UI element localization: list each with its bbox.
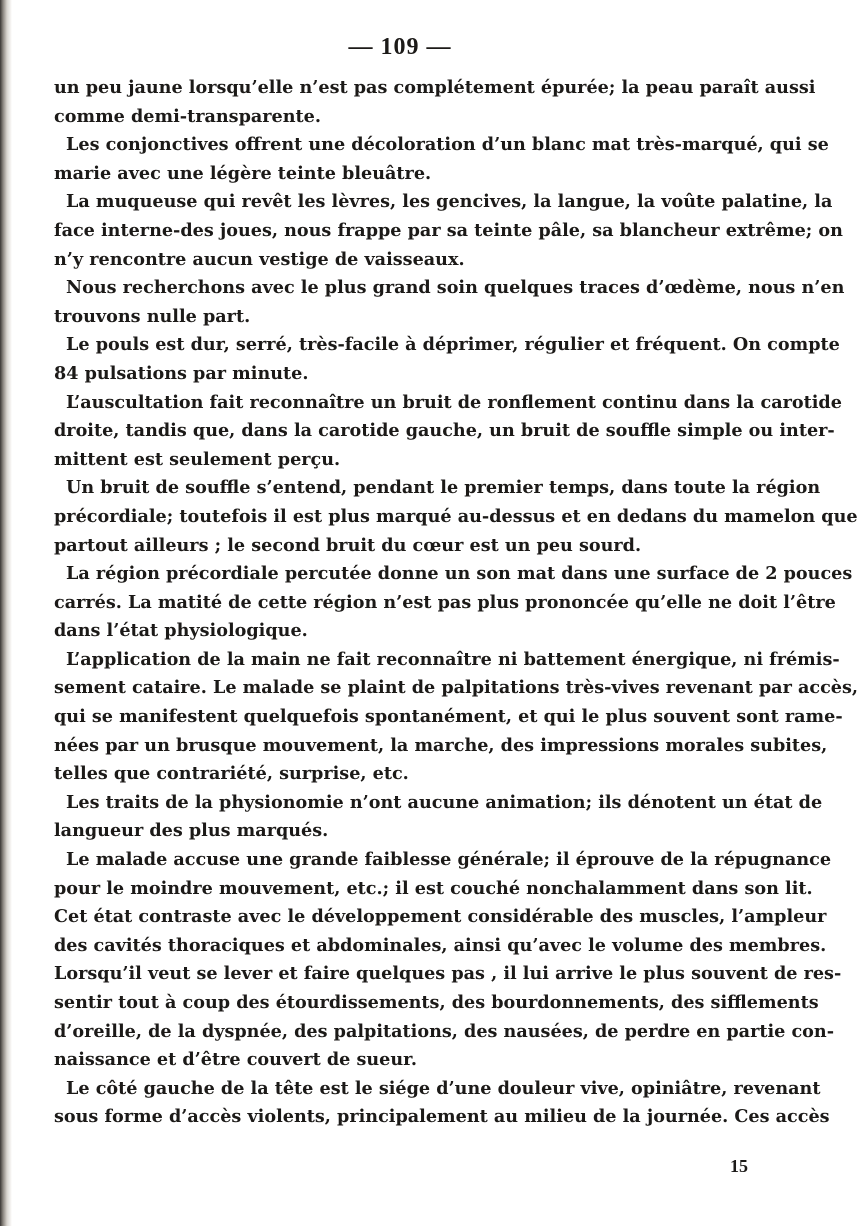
text-line: des cavités thoraciques et abdominales, ainsi qu’avec le volume des membres. (54, 934, 827, 956)
text-line: Un bruit de souffle s’entend, pendant le premier temps, dans toute la région (66, 477, 821, 499)
text-line: L’auscultation fait reconnaître un bruit de ronflement continu dans la carotide (66, 391, 842, 413)
text-line: trouvons nulle part. (54, 305, 251, 327)
signature-mark: 15 (730, 1156, 748, 1176)
text-line: sement cataire. Le malade se plaint de palpitations très-vives revenant par accès, (54, 677, 858, 699)
binding-edge (0, 0, 12, 1226)
text-line: carrés. La matité de cette région n’est pas plus prononcée qu’elle ne doit l’être (54, 591, 836, 613)
text-line: L’application de la main ne fait reconnaître ni battement énergique, ni frémis- (66, 648, 840, 670)
text-line: Les traits de la physionomie n’ont aucune animation; ils dénotent un état de (66, 791, 823, 813)
text-line: précordiale; toutefois il est plus marqué au-dessus et en dedans du mamelon que (54, 505, 858, 527)
text-line: Le malade accuse une grande faiblesse générale; il éprouve de la répugnance (66, 849, 832, 871)
text-line: face interne-des joues, nous frappe par sa teinte pâle, sa blancheur extrême; on (54, 219, 843, 241)
text-line: La région précordiale percutée donne un son mat dans une surface de 2 pouces (66, 563, 853, 585)
text-line: comme demi-transparente. (54, 105, 321, 127)
text-line: d’oreille, de la dyspnée, des palpitations, des nausées, de perdre en partie con- (54, 1020, 835, 1042)
text-line: pour le moindre mouvement, etc.; il est couché nonchalamment dans son lit. (54, 877, 813, 899)
text-line: mittent est seulement perçu. (54, 448, 341, 470)
text-line: 84 pulsations par minute. (54, 362, 309, 384)
text-line: langueur des plus marqués. (54, 820, 329, 842)
text-line: Nous recherchons avec le plus grand soin quelques traces d’œdème, nous n’en (66, 277, 845, 299)
text-line: dans l’état physiologique. (54, 620, 308, 642)
text-line: sentir tout à coup des étourdissements, des bourdonnements, des sifflements (54, 992, 819, 1013)
text-line: Les conjonctives offrent une décoloration d’un blanc mat très-marqué, qui se (66, 134, 829, 156)
text-line: nées par un brusque mouvement, la marche, des impressions morales subites, (54, 734, 828, 756)
text-line: Lorsqu’il veut se lever et faire quelques pas , il lui arrive le plus souvent de res- (54, 963, 842, 985)
text-line: n’y rencontre aucun vestige de vaisseaux. (54, 248, 465, 270)
page-number: — 109 — (348, 34, 452, 60)
text-line: telles que contrariété, surprise, etc. (54, 763, 409, 785)
text-line: marie avec une légère teinte bleuâtre. (54, 162, 432, 184)
text-line: sous forme d’accès violents, principalement au milieu de la journée. Ces accès (54, 1106, 830, 1128)
text-line: droite, tandis que, dans la carotide gauche, un bruit de souffle simple ou inter- (54, 420, 835, 442)
text-line: un peu jaune lorsqu’elle n’est pas complétement épurée; la peau paraît aussi (54, 77, 816, 98)
text-line: qui se manifestent quelquefois spontanément, et qui le plus souvent sont rame- (54, 706, 843, 728)
text-line: Cet état contraste avec le développement considérable des muscles, l’ampleur (54, 906, 827, 928)
text-line: Le pouls est dur, serré, très-facile à déprimer, régulier et fréquent. On compte (66, 334, 840, 356)
text-line: partout ailleurs ; le second bruit du cœur est un peu sourd. (54, 534, 642, 556)
text-line: Le côté gauche de la tête est le siége d’une douleur vive, opiniâtre, revenant (66, 1077, 821, 1099)
text-line: La muqueuse qui revêt les lèvres, les gencives, la langue, la voûte palatine, la (66, 191, 833, 213)
text-line: naissance et d’être couvert de sueur. (54, 1049, 417, 1071)
body-text (54, 74, 858, 1132)
